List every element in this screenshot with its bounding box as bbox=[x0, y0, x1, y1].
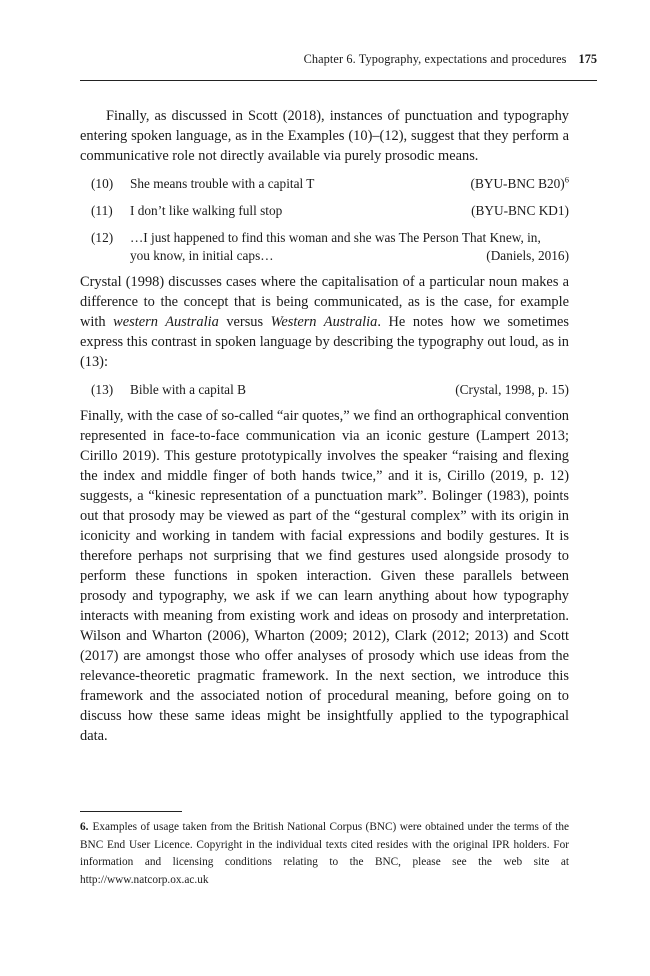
page-number: 175 bbox=[578, 52, 597, 66]
footnote-text: Examples of usage taken from the British National Corpus (BNC) were obtained under the terms of the BNC End User Licence. Copyright in the individual texts cited resides with the original IPR holders. For information and licensing conditions relating to the BNC, please see the web site at http://www.natcorp.ox.ac.uk bbox=[80, 821, 569, 886]
emphasis-western-australia-capitalised: Western Australia bbox=[270, 314, 378, 330]
footnote bbox=[80, 819, 569, 889]
example-text-line-1: …I just happened to find this woman and she was The Person That Knew, in, bbox=[130, 230, 541, 245]
example-source: (BYU-BNC B20)$^6$ bbox=[470, 174, 569, 191]
example-10 bbox=[80, 175, 569, 193]
example-text: Bible with a capital B bbox=[130, 382, 246, 397]
example-13 bbox=[80, 381, 569, 399]
running-header bbox=[80, 52, 597, 81]
example-text: I don’t like walking full stop bbox=[130, 203, 283, 218]
paragraph-2: Crystal (1998) discusses cases where the capitalisation of a particular noun makes a difference to the concept that is being communicated, as is the case, for example with western Australia versus Western Australia. He notes how we sometimes express this contrast in spoken language by describing the typography out loud, as in (13): bbox=[80, 274, 570, 370]
emphasis-western-australia: western Australia bbox=[113, 314, 219, 330]
example-source: (BYU-BNC KD1) bbox=[471, 203, 569, 218]
example-number: (13) bbox=[91, 382, 114, 397]
example-text-line-2: you know, in initial caps… bbox=[130, 248, 274, 263]
example-number: (12) bbox=[91, 230, 114, 245]
example-number: (10) bbox=[91, 176, 114, 191]
example-source: (Daniels, 2016) bbox=[486, 248, 569, 263]
example-11 bbox=[80, 202, 569, 220]
example-source: (Crystal, 1998, p. 15) bbox=[455, 382, 569, 397]
main-text bbox=[80, 106, 569, 746]
example-12 bbox=[80, 229, 569, 265]
example-text: She means trouble with a capital T bbox=[130, 176, 315, 191]
footnote-marker[interactable]: 6 bbox=[564, 174, 569, 185]
footnote-divider bbox=[80, 811, 182, 812]
paragraph-3: Finally, with the case of so-called “air quotes,” we find an orthographical convention represented in face-to-face communication via an iconic gesture (Lampert 2013; Cirillo 2019). This gesture prototypically involves the speaker “raising and flexing the index and middle finger of both hands twice,” and it is, Cirillo (2019, p. 12) suggests, a “kinesic representation of a punctuation mark”. Bolinger (1983), points out that prosody may be viewed as part of the “gestural complex” with its origin in iconicity and working in tandem with facial expressions and bodily gestures. It is therefore perhaps not surprising that we find gestures used alongside prosody to perform these functions in spoken interaction. Given these parallels between prosody and typography, we ask if we can learn anything about how typography interacts with meaning from existing work and ideas on prosody and interpretation. Wilson and Wharton (2006), Wharton (2009; 2012), Clark (2012; 2013) and Scott (2017) are amongst those who offer analyses of prosody which use ideas from the relevance-theoretic pragmatic framework. In the next section, we introduce this framework and the associated notion of procedural meaning, before going on to discuss how these same ideas might be insightfully applied to the typographical data. bbox=[80, 408, 569, 744]
footnote-number: 6. bbox=[80, 821, 89, 833]
example-number: (11) bbox=[91, 203, 113, 218]
paragraph-1: Finally, as discussed in Scott (2018), instances of punctuation and typography entering spoken language, as in the Examples (10)–(12), suggest that they perform a communicative role not directly available via purely prosodic means. bbox=[80, 108, 569, 164]
chapter-title: Chapter 6. Typography, expectations and procedures bbox=[303, 52, 567, 66]
